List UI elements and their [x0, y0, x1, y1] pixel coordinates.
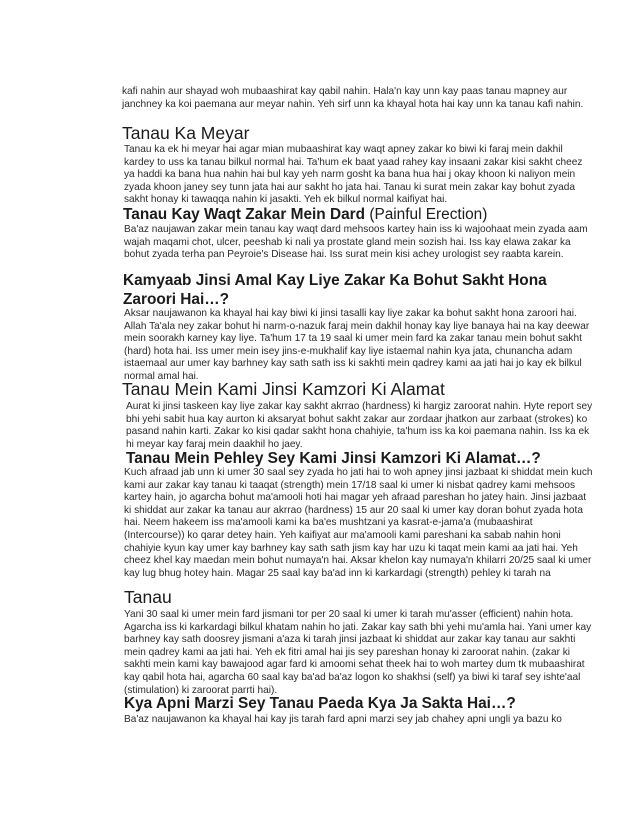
section-body-apni-marzi-sey-tanau: Ba'az naujawanon ka khayal hai kay jis tarah fard apni marzi sey jab chahey apni ungli ya bazu ko	[124, 714, 562, 725]
section-heading-tanau-ka-meyar: Tanau Ka Meyar	[122, 123, 250, 143]
section-body-zakar-sakht-hona: Aksar naujawanon ka khayal hai kay biwi ki jinsi tasalli kay liye zakar ka bohut sakht hona zaroori hai. Allah Ta'ala ney zakar bohut hi narm-o-nazuk faraj mein dakhil honay kay liye banaya hai na kay deewar mein soorakh karney kay liye. Ta'hum 17 ta 19 saal ki umer mein fard ka zakar tanau mein bohut sakht (hard) hota hai. Iss umer mein isey jins-e-mukhalif kay liye istaemal nahin kya jata, chunancha adam istaemaal aur umer kay barhney kay sath sath iss ki sakhti mein qadrey kami aa jati hai jo kay ek bilkul normal amal hai.	[124, 308, 590, 382]
section-heading-zakar-sakht-hona: Kamyaab Jinsi Amal Kay Liye Zakar Ka Bohut Sakht Hona Zaroori Hai…?	[123, 272, 547, 308]
section-body-painful-erection: Ba'az naujawan zakar mein tanau kay waqt dard mehsoos kartey hain iss ki wajoohaat mein zyada aam wajah maqami chot, ulcer, peeshab ki nali ya prostate gland mein sozish hai. Iss kay elawa zakar ka bohut zyada terha pan Peyroie's Disease hai. Iss surat mein kisi achey urologist sey raabta karein.	[124, 224, 588, 261]
section-heading-painful-erection	[123, 205, 595, 224]
heading-main-text: Tanau Kay Waqt Zakar Mein Dard	[123, 206, 366, 223]
intro-paragraph: kafi nahin aur shayad woh mubaashirat kay qabil nahin. Hala'n kay unn kay paas tanau mapney aur janchney ka koi paemana aur meyar nahin. Yeh sirf unn ka khayal hota hai kay unn ka tanau kafi nahin.	[122, 86, 584, 110]
section-body-tanau: Yani 30 saal ki umer mein fard jismani tor per 20 saal ki umer ki tarah mu'asser (efficient) nahin hota. Agarcha iss ki karkardagi bilkul khatam nahin ho jati. Zakar kay sath bhi yehi mu'amla hai. Yani umer kay barhney kay sath doosrey jismani a'aza ki tarah jinsi jazbaat ki shiddat aur zakar kay tanau aur sakhti mein qadrey kami aa jati hai. Yeh ek fitri amal hai jis sey pareshan honay ki zaroorat nahin. (zakar ki sakhti mein kami kay bawajood agar fard ki amoomi sehat theek hai to woh martey dum tk mubaashirat kay qabil hota hai, agarcha 60 saal kay ba'ad ba'az logon ko shakhsi (self) ya biwi ki taraf sey ishte'aal (stimulation) ki zaroorat parrti hai).	[124, 609, 592, 696]
section-body-pehley-sey-kami: Kuch afraad jab unn ki umer 30 saal sey zyada ho jati hai to woh apney jinsi jazbaat ki shiddat mein kuch kami aur zakar kay tanau ki taaqat (strength) mein 17/18 saal ki umer ki nisbat qadrey kami mehsoos kartey hain, jo agarcha bohut ma'amooli hoti hai magar yeh afraad pareshan ho jatey hain. Jinsi jazbaat ki shiddat aur zakar ka tanau aur akrrao (hardness) 15 aur 20 saal ki umer kay doran bohut zyada hota hai. Neem hakeem iss ma'amooli kami ka ba'es mushtzani ya kasrat-e-jama'a (mubaashirat (Intercourse)) ko qarar detey hain. Yeh kaifiyat aur ma'amooli kami pareshani ka sabab nahin honi chahiyie kyun kay umer kay barhney kay sath sath jism kay har uzu ki taqat mein kami aa jati hai. Yeh cheez khel kay maedan mein bohut numaya'n hai. Aksar khelon kay numaya'n khilarri 20/25 saal ki umer kay lug bhug hotey hain. Magar 25 saal kay ba'ad inn ki karkardagi (strength) pehley ki tarah na	[124, 467, 593, 579]
section-heading-jinsi-kamzori-alamat: Tanau Mein Kami Jinsi Kamzori Ki Alamat	[122, 379, 445, 399]
section-body-jinsi-kamzori-alamat: Aurat ki jinsi taskeen kay liye zakar kay sakht akrrao (hardness) ki hargiz zaroorat nahin. Hyte report sey bhi yehi sabit hua kay aurton ki aksaryat bohut sakht zakar aur zordaar jhatkon aur zarbaat (strokes) ko pasand nahin karti. Zakar ko kisi qadar sakht hona chahiyie, ta'hum iss ka koi paemana nahin. Iss ka ek hi meyar kay faraj mein daakhil ho jaey.	[126, 401, 593, 450]
section-heading-tanau: Tanau	[124, 587, 172, 607]
section-heading-apni-marzi-sey-tanau: Kya Apni Marzi Sey Tanau Paeda Kya Ja Sakta Hai…?	[124, 695, 516, 712]
section-body-tanau-ka-meyar: Tanau ka ek hi meyar hai agar mian mubaashirat kay waqt apney zakar ko biwi ki faraj mein dakhil kardey to uss ka tanau bilkul normal hai. Ta'hum ek baat yaad rahey kay insaani zakar kisi sakht cheez ya haddi ka bana hua nahin hai bul kay yeh narm gosht ka bana hua hai j okay khoon ki naliyon mein zyada khoon janey sey tunn jata hai aur sakht ho jata hai. Tanau ki surat mein zakar kay bohut zyada sakht honay ki tawaqqa nahin ki jasakti. Yeh ek bilkul normal kaifiyat hai.	[124, 144, 583, 206]
section-heading-pehley-sey-kami: Tanau Mein Pehley Sey Kami Jinsi Kamzori Ki Alamat…?	[126, 450, 541, 467]
heading-suffix-text: (Painful Erection)	[369, 206, 488, 223]
